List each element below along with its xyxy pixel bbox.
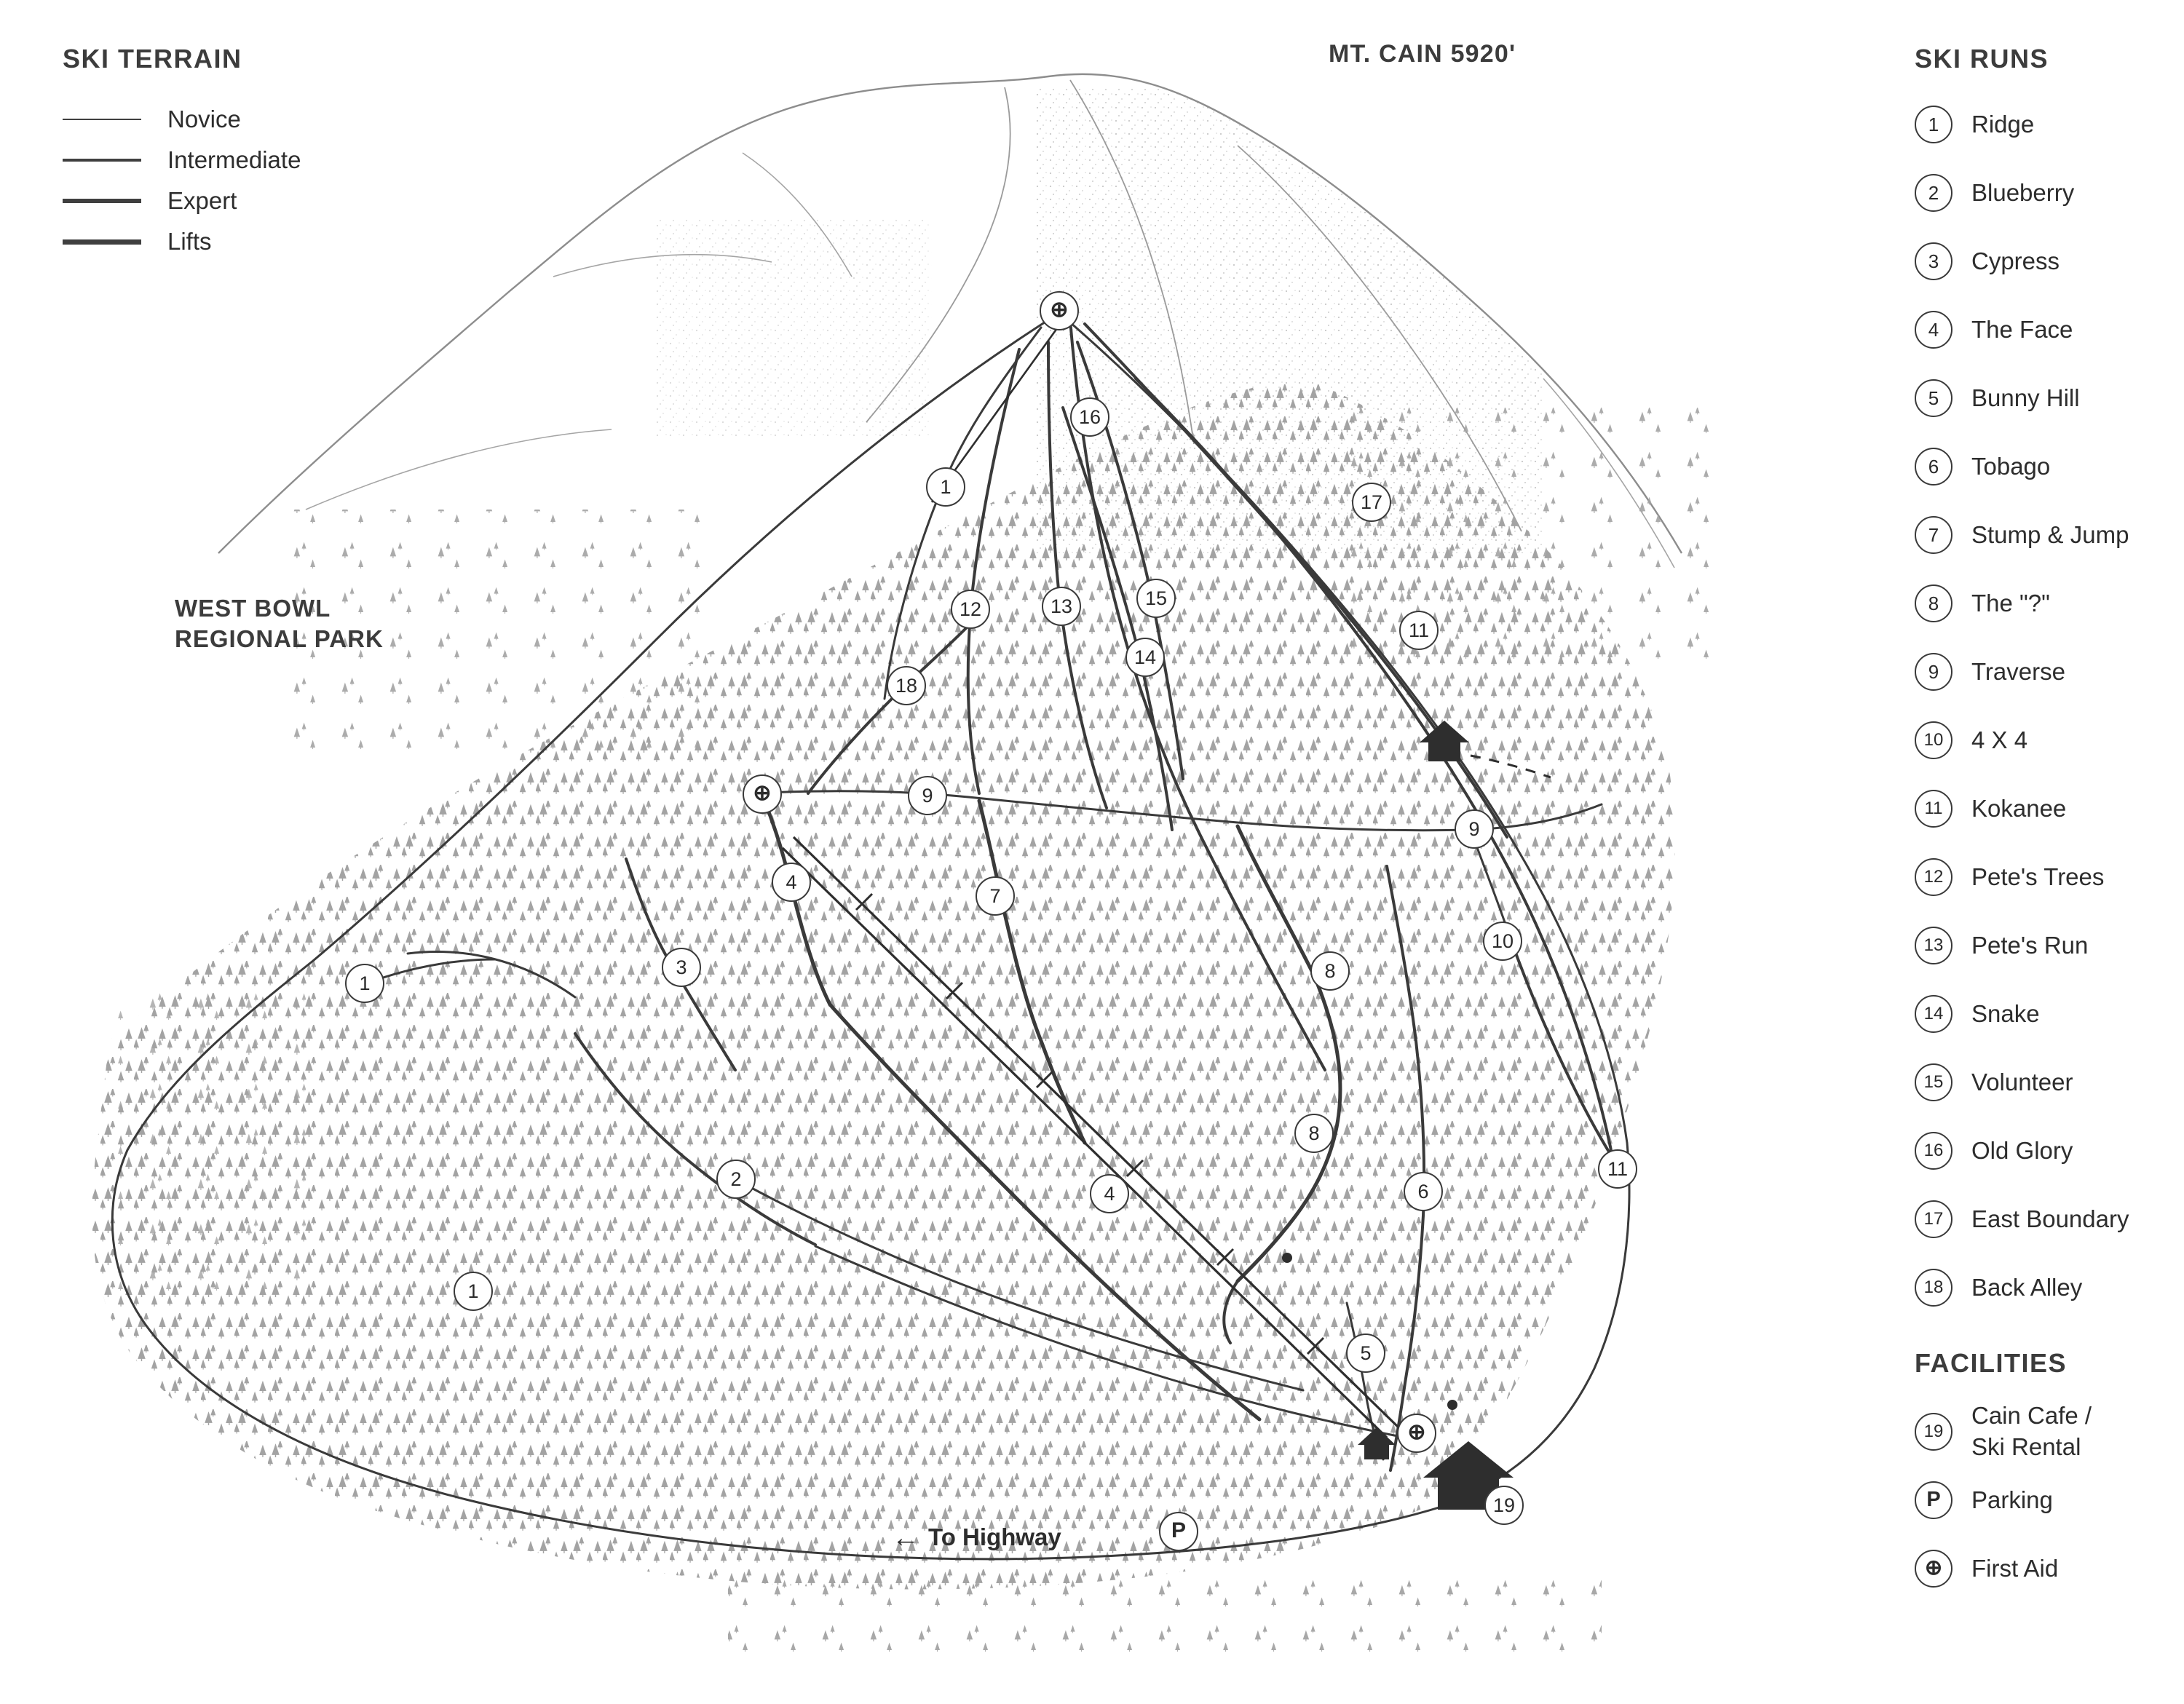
legend-label-novice: Novice: [167, 106, 241, 132]
run-list-item[interactable]: [1915, 1048, 2177, 1117]
run-list-item[interactable]: [1915, 638, 2177, 706]
run-name-label: Bunny Hill: [1971, 384, 2080, 411]
left-arrow-icon: ←: [892, 1523, 919, 1553]
run-list-item[interactable]: [1915, 1253, 2177, 1322]
run-list-item[interactable]: [1915, 90, 2177, 159]
run-list-item[interactable]: [1915, 980, 2177, 1048]
west-bowl-regional-park-label: WEST BOWL REGIONAL PARK: [175, 595, 384, 653]
facility-list-item[interactable]: [1915, 1534, 2177, 1603]
run-number-badge: 3: [1915, 242, 1952, 280]
run-number-badge: 10: [1915, 721, 1952, 759]
run-list-item[interactable]: [1915, 296, 2177, 364]
run-number-badge: 15: [1915, 1063, 1952, 1101]
legend-label-lifts: Lifts: [167, 228, 212, 255]
run-name-label: Kokanee: [1971, 795, 2067, 822]
run-list-item[interactable]: [1915, 706, 2177, 774]
run-name-label: Back Alley: [1971, 1274, 2083, 1301]
terrain-legend-title: SKI TERRAIN: [63, 44, 242, 74]
map-marker-run-14[interactable]: 14: [1125, 638, 1165, 677]
run-number-badge: 7: [1915, 516, 1952, 554]
map-marker-first-aid-mid[interactable]: ⊕: [743, 774, 782, 814]
facility-name-label: Cain Cafe / Ski Rental: [1971, 1402, 2092, 1460]
facility-list-item[interactable]: [1915, 1398, 2177, 1466]
run-name-label: Cypress: [1971, 247, 2060, 274]
run-name-label: Old Glory: [1971, 1137, 2073, 1164]
run-name-label: 4 X 4: [1971, 726, 2028, 753]
map-marker-first-aid-summit[interactable]: ⊕: [1040, 291, 1079, 330]
run-list-item[interactable]: [1915, 227, 2177, 296]
run-list-item[interactable]: [1915, 364, 2177, 432]
map-marker-run-19-base[interactable]: 19: [1484, 1486, 1524, 1525]
ski-runs-title: SKI RUNS: [1915, 44, 2049, 74]
map-marker-run-12[interactable]: 12: [951, 590, 990, 629]
run-list-item[interactable]: [1915, 432, 2177, 501]
run-number-badge: 13: [1915, 927, 1952, 964]
run-name-label: The "?": [1971, 590, 2050, 617]
to-highway-label: [892, 1523, 1061, 1554]
map-marker-run-2[interactable]: 2: [716, 1160, 756, 1199]
map-marker-run-6[interactable]: 6: [1404, 1172, 1443, 1211]
map-marker-parking-base[interactable]: P: [1159, 1512, 1198, 1551]
map-marker-run-13[interactable]: 13: [1042, 587, 1081, 626]
run-number-badge: 12: [1915, 858, 1952, 896]
map-marker-run-17[interactable]: 17: [1352, 483, 1391, 522]
run-number-badge: 2: [1915, 174, 1952, 212]
run-number-badge: 18: [1915, 1269, 1952, 1307]
run-name-label: Blueberry: [1971, 179, 2075, 206]
facility-name-label: Parking: [1971, 1486, 2053, 1513]
run-name-label: Pete's Trees: [1971, 863, 2105, 890]
run-name-label: Traverse: [1971, 658, 2065, 685]
ski-runs-panel: [1915, 44, 2177, 1603]
map-marker-run-4-lower[interactable]: 4: [1090, 1174, 1129, 1213]
run-number-badge: 17: [1915, 1200, 1952, 1238]
facility-list-item[interactable]: [1915, 1466, 2177, 1534]
run-list-item[interactable]: [1915, 1117, 2177, 1185]
run-list-item[interactable]: [1915, 843, 2177, 911]
run-number-badge: 1: [1915, 106, 1952, 143]
run-name-label: East Boundary: [1971, 1205, 2129, 1232]
parking-icon: P: [1915, 1481, 1952, 1519]
ski-runs-list: [1915, 90, 2177, 1322]
run-number-badge: 16: [1915, 1132, 1952, 1170]
run-list-item[interactable]: [1915, 159, 2177, 227]
map-marker-run-1-west[interactable]: 1: [345, 964, 384, 1003]
summit-label: MT. CAIN 5920': [1329, 40, 1516, 68]
run-name-label: Ridge: [1971, 111, 2035, 138]
facility-number-badge: 19: [1915, 1413, 1952, 1451]
run-list-item[interactable]: [1915, 1185, 2177, 1253]
run-list-item[interactable]: [1915, 569, 2177, 638]
run-number-badge: 11: [1915, 790, 1952, 828]
map-marker-run-18[interactable]: 18: [887, 666, 926, 705]
run-number-badge: 6: [1915, 448, 1952, 486]
facilities-title: FACILITIES: [1915, 1348, 2068, 1378]
run-list-item[interactable]: [1915, 774, 2177, 843]
run-name-label: Pete's Run: [1971, 932, 2089, 959]
run-number-badge: 14: [1915, 995, 1952, 1033]
run-list-item[interactable]: [1915, 501, 2177, 569]
run-number-badge: 4: [1915, 311, 1952, 349]
run-name-label: The Face: [1971, 316, 2073, 343]
map-marker-run-8-upper[interactable]: 8: [1310, 951, 1350, 991]
map-marker-run-7[interactable]: 7: [976, 876, 1015, 916]
map-marker-run-9-right[interactable]: 9: [1455, 809, 1494, 849]
map-marker-run-3[interactable]: 3: [662, 948, 701, 987]
to-highway-text: To Highway: [928, 1523, 1061, 1550]
run-name-label: Volunteer: [1971, 1069, 2073, 1095]
map-marker-run-8-lower[interactable]: 8: [1294, 1114, 1334, 1153]
map-marker-first-aid-base[interactable]: ⊕: [1397, 1414, 1436, 1453]
run-number-badge: 8: [1915, 584, 1952, 622]
map-marker-run-10[interactable]: 10: [1483, 922, 1522, 961]
facility-name-label: First Aid: [1971, 1554, 2059, 1582]
run-name-label: Stump & Jump: [1971, 521, 2129, 548]
map-marker-run-11-upper[interactable]: 11: [1399, 611, 1439, 650]
map-marker-run-9-left[interactable]: 9: [908, 776, 947, 815]
run-name-label: Tobago: [1971, 453, 2051, 480]
map-marker-run-15[interactable]: 15: [1136, 579, 1176, 618]
map-marker-run-11-lower[interactable]: 11: [1598, 1149, 1637, 1189]
map-marker-run-1-south[interactable]: 1: [454, 1272, 493, 1311]
map-marker-run-5[interactable]: 5: [1346, 1334, 1385, 1373]
map-marker-run-4-upper[interactable]: 4: [772, 863, 811, 902]
run-name-label: Snake: [1971, 1000, 2040, 1027]
map-marker-run-1-upper[interactable]: 1: [926, 467, 965, 507]
run-number-badge: 9: [1915, 653, 1952, 691]
facilities-list: [1915, 1398, 2177, 1603]
run-list-item[interactable]: [1915, 911, 2177, 980]
first-aid-icon: ⊕: [1915, 1550, 1952, 1588]
legend-label-intermediate: Intermediate: [167, 146, 301, 173]
legend-label-expert: Expert: [167, 187, 237, 214]
run-number-badge: 5: [1915, 379, 1952, 417]
map-marker-run-16[interactable]: 16: [1070, 397, 1109, 437]
